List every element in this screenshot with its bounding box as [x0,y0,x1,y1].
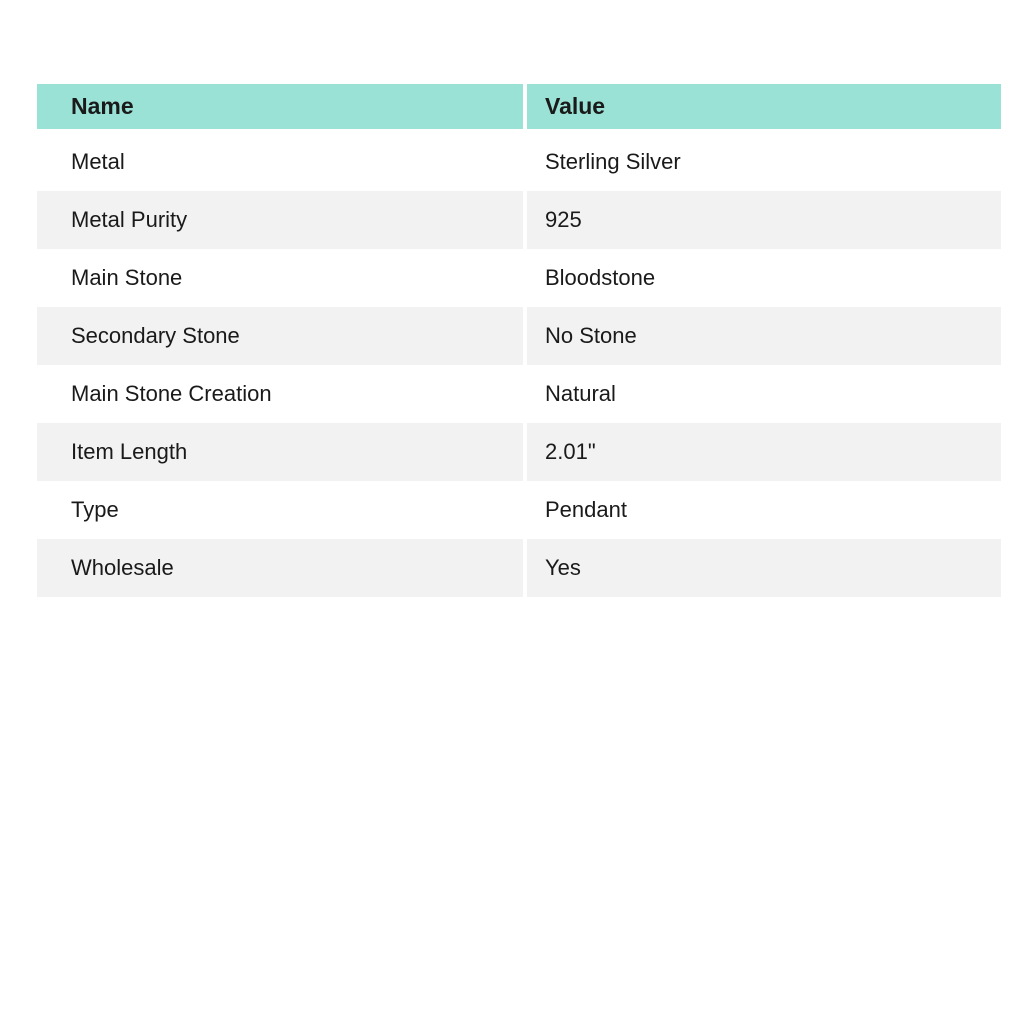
attribute-name-cell: Metal [37,133,527,191]
attribute-name-cell: Main Stone Creation [37,365,527,423]
attribute-row [37,423,1001,481]
attribute-value-cell: Natural [527,365,1001,423]
attribute-row [37,481,1001,539]
table-body [37,133,1001,597]
attribute-name-cell: Item Length [37,423,527,481]
attribute-value-cell: Bloodstone [527,249,1001,307]
attribute-name-cell: Main Stone [37,249,527,307]
attribute-row [37,249,1001,307]
attribute-value-cell: Yes [527,539,1001,597]
attribute-value-cell: 925 [527,191,1001,249]
attribute-value-cell: Pendant [527,481,1001,539]
column-header-name: Name [37,84,527,133]
attribute-row [37,307,1001,365]
attribute-name-cell: Wholesale [37,539,527,597]
attribute-name-cell: Metal Purity [37,191,527,249]
attributes-table [37,84,1001,597]
attribute-name-cell: Type [37,481,527,539]
attribute-row [37,191,1001,249]
attribute-value-cell: Sterling Silver [527,133,1001,191]
table-header [37,84,1001,133]
attribute-value-cell: No Stone [527,307,1001,365]
attribute-row [37,539,1001,597]
attribute-row [37,365,1001,423]
attribute-value-cell: 2.01" [527,423,1001,481]
attribute-name-cell: Secondary Stone [37,307,527,365]
header-row [37,84,1001,133]
attribute-row [37,133,1001,191]
column-header-value: Value [527,84,1001,133]
